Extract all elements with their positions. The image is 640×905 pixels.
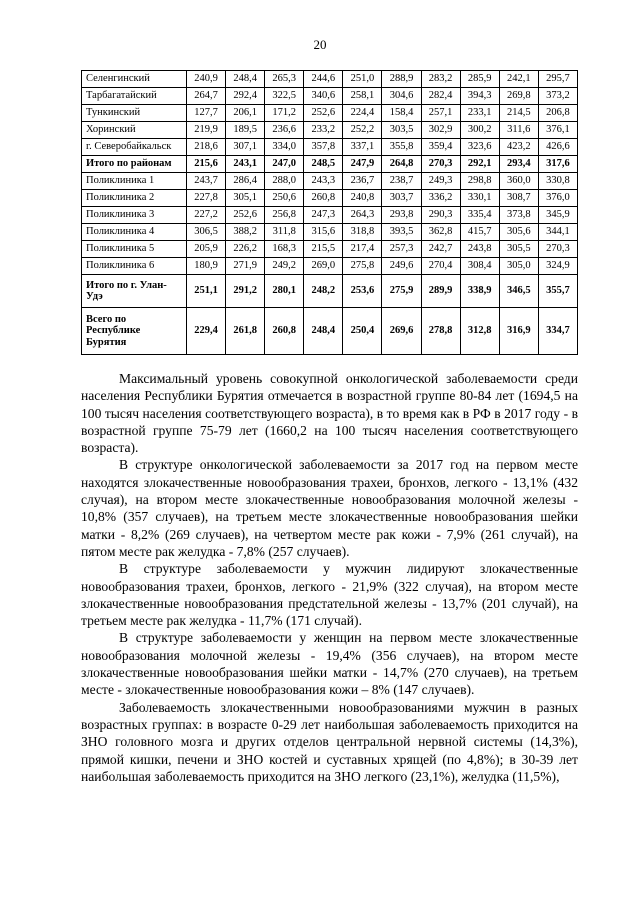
table-row bbox=[82, 139, 578, 156]
table-cell: 345,9 bbox=[538, 207, 577, 224]
table-cell: 257,1 bbox=[421, 105, 460, 122]
row-label: Поликлиника 5 bbox=[82, 241, 187, 258]
table-cell: 171,2 bbox=[265, 105, 304, 122]
table-cell: 248,2 bbox=[304, 275, 343, 308]
table-row bbox=[82, 88, 578, 105]
row-label: Поликлиника 4 bbox=[82, 224, 187, 241]
table-cell: 243,7 bbox=[187, 173, 226, 190]
paragraph: В структуре заболеваемости у женщин на первом месте злокачественные новообразования молочной железы - 19,4% (356 случаев), на втором месте злокачественные новообразования шейки матки - 14,7% (270 случаев), на третьем месте - злокачественные новообразования кожи – 8% (147 случаев). bbox=[81, 630, 578, 698]
table-cell: 275,8 bbox=[343, 258, 382, 275]
row-label: Селенгинский bbox=[82, 71, 187, 88]
table-cell: 270,4 bbox=[421, 258, 460, 275]
table-cell: 224,4 bbox=[343, 105, 382, 122]
table-cell: 291,2 bbox=[226, 275, 265, 308]
table-cell: 344,1 bbox=[538, 224, 577, 241]
table-row bbox=[82, 71, 578, 88]
table-cell: 305,6 bbox=[499, 224, 538, 241]
table-cell: 336,2 bbox=[421, 190, 460, 207]
table-cell: 206,8 bbox=[538, 105, 577, 122]
table-cell: 308,7 bbox=[499, 190, 538, 207]
table-cell: 293,8 bbox=[382, 207, 421, 224]
incidence-table bbox=[81, 70, 578, 355]
table-cell: 304,6 bbox=[382, 88, 421, 105]
table-cell: 318,8 bbox=[343, 224, 382, 241]
table-cell: 247,9 bbox=[343, 156, 382, 173]
table-cell: 334,7 bbox=[538, 308, 577, 355]
table-cell: 251,1 bbox=[187, 275, 226, 308]
table-cell: 227,2 bbox=[187, 207, 226, 224]
table-cell: 261,8 bbox=[226, 308, 265, 355]
table-cell: 265,3 bbox=[265, 71, 304, 88]
row-label: Поликлиника 3 bbox=[82, 207, 187, 224]
table-cell: 158,4 bbox=[382, 105, 421, 122]
table-cell: 311,6 bbox=[499, 122, 538, 139]
table-cell: 206,1 bbox=[226, 105, 265, 122]
table-cell: 340,6 bbox=[304, 88, 343, 105]
table-cell: 308,4 bbox=[460, 258, 499, 275]
table-cell: 242,7 bbox=[421, 241, 460, 258]
table-cell: 256,8 bbox=[265, 207, 304, 224]
table-row bbox=[82, 224, 578, 241]
table-cell: 247,0 bbox=[265, 156, 304, 173]
row-label: Всего по Республике Бурятия bbox=[82, 308, 187, 355]
table-cell: 393,5 bbox=[382, 224, 421, 241]
table-cell: 359,4 bbox=[421, 139, 460, 156]
table-cell: 180,9 bbox=[187, 258, 226, 275]
table-cell: 238,7 bbox=[382, 173, 421, 190]
table-cell: 240,8 bbox=[343, 190, 382, 207]
table-cell: 219,9 bbox=[187, 122, 226, 139]
table-cell: 270,3 bbox=[421, 156, 460, 173]
table-cell: 376,0 bbox=[538, 190, 577, 207]
row-label: Тарбагатайский bbox=[82, 88, 187, 105]
table-cell: 388,2 bbox=[226, 224, 265, 241]
table-cell: 252,6 bbox=[304, 105, 343, 122]
table-cell: 286,4 bbox=[226, 173, 265, 190]
table-cell: 249,2 bbox=[265, 258, 304, 275]
table-cell: 269,8 bbox=[499, 88, 538, 105]
table-cell: 285,9 bbox=[460, 71, 499, 88]
table-cell: 248,4 bbox=[226, 71, 265, 88]
table-cell: 376,1 bbox=[538, 122, 577, 139]
table-row bbox=[82, 258, 578, 275]
table-cell: 269,0 bbox=[304, 258, 343, 275]
row-label: Поликлиника 2 bbox=[82, 190, 187, 207]
table-cell: 337,1 bbox=[343, 139, 382, 156]
table-cell: 303,5 bbox=[382, 122, 421, 139]
table-cell: 288,9 bbox=[382, 71, 421, 88]
table-row bbox=[82, 241, 578, 258]
table-cell: 346,5 bbox=[499, 275, 538, 308]
table-cell: 330,1 bbox=[460, 190, 499, 207]
table-cell: 275,9 bbox=[382, 275, 421, 308]
table-cell: 248,4 bbox=[304, 308, 343, 355]
table-cell: 305,0 bbox=[499, 258, 538, 275]
paragraph: В структуре заболеваемости у мужчин лидируют злокачественные новообразования трахеи, бронхов, легкого - 21,9% (322 случая), на втором месте злокачественные новообразования предстательной железы - 13,7% (201 случай), на третьем месте рак желудка - 11,7% (171 случай). bbox=[81, 561, 578, 629]
table-cell: 394,3 bbox=[460, 88, 499, 105]
table-row bbox=[82, 173, 578, 190]
table-cell: 227,8 bbox=[187, 190, 226, 207]
table-cell: 127,7 bbox=[187, 105, 226, 122]
table-cell: 307,1 bbox=[226, 139, 265, 156]
table-cell: 283,2 bbox=[421, 71, 460, 88]
table-cell: 288,0 bbox=[265, 173, 304, 190]
table-cell: 244,6 bbox=[304, 71, 343, 88]
table-cell: 258,1 bbox=[343, 88, 382, 105]
table-row bbox=[82, 105, 578, 122]
table-cell: 334,0 bbox=[265, 139, 304, 156]
table-cell: 264,8 bbox=[382, 156, 421, 173]
table-cell: 250,6 bbox=[265, 190, 304, 207]
table-cell: 205,9 bbox=[187, 241, 226, 258]
table-cell: 217,4 bbox=[343, 241, 382, 258]
table-row bbox=[82, 207, 578, 224]
paragraph: Максимальный уровень совокупной онкологической заболеваемости среди населения Республики Бурятия отмечается в возрастной группе 80-84 лет (1694,5 на 100 тысяч населения соответствующего возраста), в то время как в РФ в 2017 году - в возрастной группе 75-79 лет (1660,2 на 100 тысяч населения соответствующего возраста). bbox=[81, 371, 578, 456]
row-label: Итого по районам bbox=[82, 156, 187, 173]
table-cell: 271,9 bbox=[226, 258, 265, 275]
table-cell: 215,6 bbox=[187, 156, 226, 173]
table-cell: 335,4 bbox=[460, 207, 499, 224]
table-cell: 323,6 bbox=[460, 139, 499, 156]
table-cell: 229,4 bbox=[187, 308, 226, 355]
table-cell: 168,3 bbox=[265, 241, 304, 258]
table-cell: 243,3 bbox=[304, 173, 343, 190]
table-cell: 415,7 bbox=[460, 224, 499, 241]
table-cell: 300,2 bbox=[460, 122, 499, 139]
paragraph: В структуре онкологической заболеваемости за 2017 год на первом месте находятся злокачественные новообразования трахеи, бронхов, легкого - 13,1% (432 случая), на втором месте злокачественные новообразования молочной железы - 10,8% (357 случаев), на третьем месте злокачественные новообразования шейки матки - 8,2% (269 случаев), на четвертом месте рак кожи - 7,9% (261 случай), на пятом месте рак желудка - 7,8% (257 случаев). bbox=[81, 457, 578, 559]
table-cell: 305,5 bbox=[499, 241, 538, 258]
table-row bbox=[82, 156, 578, 173]
table-cell: 373,2 bbox=[538, 88, 577, 105]
row-label: Хоринский bbox=[82, 122, 187, 139]
table-cell: 214,5 bbox=[499, 105, 538, 122]
table-cell: 355,7 bbox=[538, 275, 577, 308]
table-cell: 264,3 bbox=[343, 207, 382, 224]
table-cell: 289,9 bbox=[421, 275, 460, 308]
table-cell: 322,5 bbox=[265, 88, 304, 105]
table-cell: 360,0 bbox=[499, 173, 538, 190]
page-number: 20 bbox=[313, 37, 327, 52]
table-cell: 295,7 bbox=[538, 71, 577, 88]
table-cell: 373,8 bbox=[499, 207, 538, 224]
table-cell: 257,3 bbox=[382, 241, 421, 258]
table-cell: 305,1 bbox=[226, 190, 265, 207]
table-cell: 233,2 bbox=[304, 122, 343, 139]
table-cell: 269,6 bbox=[382, 308, 421, 355]
table-cell: 330,8 bbox=[538, 173, 577, 190]
body-text bbox=[81, 370, 578, 785]
table-cell: 260,8 bbox=[265, 308, 304, 355]
table-row bbox=[82, 308, 578, 355]
table-cell: 290,3 bbox=[421, 207, 460, 224]
table-row bbox=[82, 190, 578, 207]
table-cell: 292,4 bbox=[226, 88, 265, 105]
table-cell: 338,9 bbox=[460, 275, 499, 308]
table-cell: 236,7 bbox=[343, 173, 382, 190]
row-label: Поликлиника 1 bbox=[82, 173, 187, 190]
table-cell: 250,4 bbox=[343, 308, 382, 355]
table-cell: 292,1 bbox=[460, 156, 499, 173]
table-cell: 243,1 bbox=[226, 156, 265, 173]
table-cell: 215,5 bbox=[304, 241, 343, 258]
table-row bbox=[82, 122, 578, 139]
table-cell: 303,7 bbox=[382, 190, 421, 207]
table-cell: 312,8 bbox=[460, 308, 499, 355]
table-row bbox=[82, 275, 578, 308]
table-cell: 426,6 bbox=[538, 139, 577, 156]
table-cell: 252,2 bbox=[343, 122, 382, 139]
table-cell: 260,8 bbox=[304, 190, 343, 207]
table-cell: 243,8 bbox=[460, 241, 499, 258]
table-cell: 357,8 bbox=[304, 139, 343, 156]
table-cell: 311,8 bbox=[265, 224, 304, 241]
table-cell: 324,9 bbox=[538, 258, 577, 275]
table-cell: 423,2 bbox=[499, 139, 538, 156]
table-cell: 253,6 bbox=[343, 275, 382, 308]
table-cell: 249,3 bbox=[421, 173, 460, 190]
table-cell: 218,6 bbox=[187, 139, 226, 156]
paragraph: Заболеваемость злокачественными новообразованиями мужчин в разных возрастных группах: в возрасте 0-29 лет наибольшая заболеваемость приходится на ЗНО головного мозга и других отделов центральной нервной системы (14,3%), прямой кишки, печени и ЗНО костей и суставных хрящей (по 4,8%); в 30-39 лет наибольшая заболеваемость приходится на ЗНО легкого (23,1%), желудка (11,5%), bbox=[81, 699, 578, 784]
table-cell: 189,5 bbox=[226, 122, 265, 139]
table-cell: 264,7 bbox=[187, 88, 226, 105]
table-cell: 282,4 bbox=[421, 88, 460, 105]
row-label: Тункинский bbox=[82, 105, 187, 122]
table-cell: 226,2 bbox=[226, 241, 265, 258]
table-cell: 233,1 bbox=[460, 105, 499, 122]
table-cell: 236,6 bbox=[265, 122, 304, 139]
table-cell: 242,1 bbox=[499, 71, 538, 88]
table-cell: 252,6 bbox=[226, 207, 265, 224]
table-cell: 302,9 bbox=[421, 122, 460, 139]
table-cell: 316,9 bbox=[499, 308, 538, 355]
table-cell: 270,3 bbox=[538, 241, 577, 258]
table-cell: 278,8 bbox=[421, 308, 460, 355]
table-cell: 317,6 bbox=[538, 156, 577, 173]
row-label: г. Северобайкальск bbox=[82, 139, 187, 156]
table-cell: 315,6 bbox=[304, 224, 343, 241]
table-cell: 293,4 bbox=[499, 156, 538, 173]
table-cell: 240,9 bbox=[187, 71, 226, 88]
row-label: Поликлиника 6 bbox=[82, 258, 187, 275]
table-cell: 251,0 bbox=[343, 71, 382, 88]
row-label: Итого по г. Улан-Удэ bbox=[82, 275, 187, 308]
table-cell: 249,6 bbox=[382, 258, 421, 275]
table-cell: 280,1 bbox=[265, 275, 304, 308]
table-cell: 248,5 bbox=[304, 156, 343, 173]
table-cell: 362,8 bbox=[421, 224, 460, 241]
table-cell: 247,3 bbox=[304, 207, 343, 224]
table-cell: 306,5 bbox=[187, 224, 226, 241]
table-cell: 298,8 bbox=[460, 173, 499, 190]
table-cell: 355,8 bbox=[382, 139, 421, 156]
